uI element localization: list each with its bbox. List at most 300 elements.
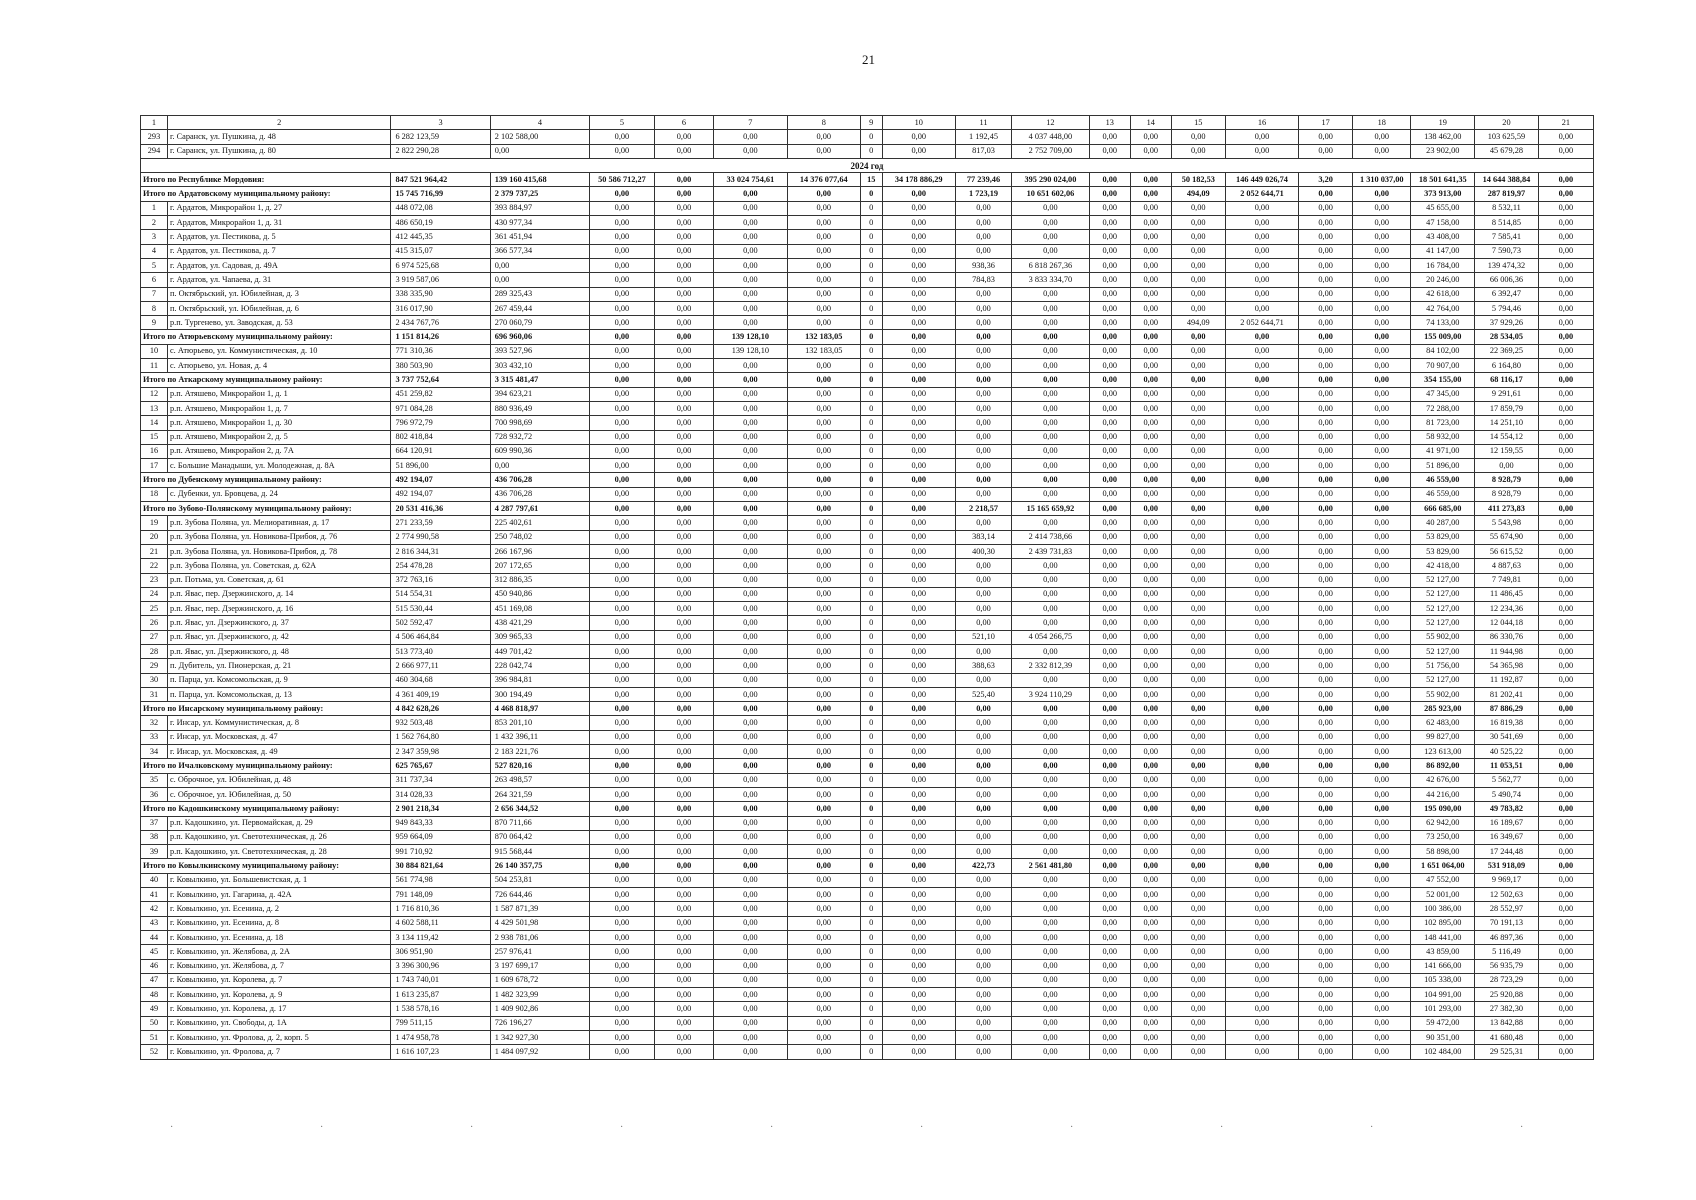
value-cell: 0,00	[1538, 673, 1593, 687]
value-cell: 2 938 781,06	[490, 930, 589, 944]
value-cell: 6 282 123,59	[391, 130, 490, 144]
value-cell: 0,00	[1171, 773, 1225, 787]
subtotal-cell: 0,00	[654, 802, 713, 816]
value-cell: 52 127,00	[1411, 644, 1475, 658]
subtotal-cell: 2 052 644,71	[1225, 187, 1298, 201]
subtotal-cell: 2 656 344,52	[490, 802, 589, 816]
subtotal-row	[141, 330, 1594, 344]
value-cell: 0,00	[1225, 244, 1298, 258]
value-cell: 3 919 587,06	[391, 273, 490, 287]
value-cell: 0,00	[1012, 401, 1090, 415]
row-number-cell: 41	[141, 888, 168, 902]
value-cell: 0,00	[590, 1002, 655, 1016]
subtotal-cell: 26 140 357,75	[490, 859, 589, 873]
value-cell: 0,00	[1089, 258, 1130, 272]
value-cell: 0,00	[787, 1002, 860, 1016]
value-cell: 0,00	[714, 959, 787, 973]
value-cell: 0,00	[1012, 244, 1090, 258]
value-cell: 0,00	[882, 773, 955, 787]
value-cell: 0,00	[955, 787, 1011, 801]
value-cell: 0,00	[955, 516, 1011, 530]
address-cell: р.п. Атяшево, Микрорайон 1, д. 1	[167, 387, 390, 401]
value-cell: 0,00	[714, 401, 787, 415]
value-cell: 0,00	[1171, 930, 1225, 944]
value-cell: 0,00	[882, 1016, 955, 1030]
subtotal-cell: 0	[860, 187, 882, 201]
value-cell: 0,00	[1089, 130, 1130, 144]
address-cell: г. Инсар, ул. Московская, д. 47	[167, 730, 390, 744]
value-cell: 0,00	[955, 416, 1011, 430]
address-cell: г. Ковылкино, ул. Есенина, д. 8	[167, 916, 390, 930]
value-cell: 0,00	[955, 773, 1011, 787]
value-cell: 0,00	[1089, 487, 1130, 501]
value-cell: 0,00	[1225, 873, 1298, 887]
value-cell: 0,00	[1353, 244, 1411, 258]
value-cell: 0,00	[1353, 659, 1411, 673]
value-cell: 0,00	[1171, 216, 1225, 230]
value-cell: 0,00	[1353, 387, 1411, 401]
value-cell: 0,00	[1353, 301, 1411, 315]
subtotal-cell: 0,00	[1353, 859, 1411, 873]
value-cell: 700 998,69	[490, 416, 589, 430]
column-number-7: 7	[714, 116, 787, 130]
value-cell: 0,00	[1089, 873, 1130, 887]
value-cell: 0,00	[787, 973, 860, 987]
value-cell: 0,00	[1089, 930, 1130, 944]
subtotal-cell: 0,00	[654, 859, 713, 873]
value-cell: 62 483,00	[1411, 716, 1475, 730]
address-cell: г. Ковылкино, ул. Есенина, д. 2	[167, 902, 390, 916]
value-cell: 0	[860, 602, 882, 616]
subtotal-cell: 0,00	[1353, 759, 1411, 773]
value-cell: 0	[860, 845, 882, 859]
table-row	[141, 573, 1594, 587]
value-cell: 84 102,00	[1411, 344, 1475, 358]
address-cell: п. Октябрьский, ул. Юбилейная, д. 6	[167, 301, 390, 315]
subtotal-label: Итого по Дубенскому муниципальному району:	[141, 473, 391, 487]
column-number-1: 1	[141, 116, 168, 130]
row-number-cell: 1	[141, 201, 168, 215]
value-cell: 0,00	[882, 787, 955, 801]
value-cell: 0,00	[1012, 916, 1090, 930]
value-cell: 0,00	[1089, 1031, 1130, 1045]
value-cell: 1 587 871,39	[490, 902, 589, 916]
value-cell: 0,00	[1353, 573, 1411, 587]
value-cell: 0,00	[1171, 616, 1225, 630]
value-cell: 0,00	[1299, 359, 1353, 373]
value-cell: 0,00	[955, 602, 1011, 616]
value-cell: 16 784,00	[1411, 258, 1475, 272]
value-cell: 0	[860, 830, 882, 844]
address-cell: с. Дубенки, ул. Бровцева, д. 24	[167, 487, 390, 501]
value-cell: 16 819,38	[1475, 716, 1539, 730]
value-cell: 44 216,00	[1411, 787, 1475, 801]
value-cell: 0,00	[1012, 430, 1090, 444]
value-cell: 0,00	[1299, 959, 1353, 973]
column-number-row	[141, 116, 1594, 130]
value-cell: 0,00	[1353, 273, 1411, 287]
subtotal-cell: 0,00	[1225, 502, 1298, 516]
value-cell: 0,00	[955, 459, 1011, 473]
value-cell: 0,00	[1353, 230, 1411, 244]
value-cell: 1 562 764,80	[391, 730, 490, 744]
value-cell: 52 127,00	[1411, 602, 1475, 616]
value-cell: 0,00	[1225, 888, 1298, 902]
value-cell: 0,00	[1130, 773, 1171, 787]
value-cell: 0	[860, 587, 882, 601]
value-cell: 0,00	[787, 787, 860, 801]
value-cell: 207 172,65	[490, 559, 589, 573]
value-cell: 0,00	[1225, 1002, 1298, 1016]
value-cell: 0,00	[1130, 673, 1171, 687]
value-cell: 1 192,45	[955, 130, 1011, 144]
value-cell: 0,00	[1089, 416, 1130, 430]
value-cell: 0,00	[1089, 845, 1130, 859]
subtotal-row	[141, 173, 1594, 187]
value-cell: 0	[860, 216, 882, 230]
value-cell: 0,00	[1089, 945, 1130, 959]
value-cell: 70 191,13	[1475, 916, 1539, 930]
value-cell: 0,00	[654, 916, 713, 930]
table-row	[141, 487, 1594, 501]
value-cell: 0,00	[1538, 516, 1593, 530]
value-cell: 0,00	[1299, 401, 1353, 415]
value-cell: 0,00	[882, 687, 955, 701]
value-cell: 2 434 767,76	[391, 316, 490, 330]
value-cell: 0,00	[1130, 602, 1171, 616]
subtotal-cell: 0,00	[882, 373, 955, 387]
value-cell: 0,00	[590, 416, 655, 430]
value-cell: 55 902,00	[1411, 630, 1475, 644]
value-cell: 0	[860, 1045, 882, 1059]
value-cell: 0,00	[1171, 516, 1225, 530]
value-cell: 303 432,10	[490, 359, 589, 373]
subtotal-cell: 0,00	[654, 702, 713, 716]
value-cell: 0,00	[1171, 444, 1225, 458]
value-cell: 0,00	[1353, 430, 1411, 444]
address-cell: р.п. Зубова Поляна, ул. Мелиоративная, д. 17	[167, 516, 390, 530]
table-row	[141, 873, 1594, 887]
value-cell: 0,00	[1130, 459, 1171, 473]
value-cell: 0,00	[1299, 787, 1353, 801]
subtotal-cell: 0,00	[955, 330, 1011, 344]
value-cell: 0,00	[787, 359, 860, 373]
row-number-cell: 25	[141, 602, 168, 616]
value-cell: 0	[860, 945, 882, 959]
value-cell: 0,00	[1299, 587, 1353, 601]
address-cell: г. Ардатов, Микрорайон 1, д. 27	[167, 201, 390, 215]
value-cell: 0,00	[654, 830, 713, 844]
value-cell: 51 896,00	[1411, 459, 1475, 473]
value-cell: 0,00	[1353, 816, 1411, 830]
value-cell: 0,00	[1299, 287, 1353, 301]
value-cell: 0,00	[714, 845, 787, 859]
value-cell: 0,00	[590, 888, 655, 902]
subtotal-cell: 139 128,10	[714, 330, 787, 344]
value-cell: 0,00	[654, 301, 713, 315]
value-cell: 728 932,72	[490, 430, 589, 444]
value-cell: 0,00	[1299, 988, 1353, 1002]
value-cell: 0,00	[1353, 787, 1411, 801]
value-cell: 59 472,00	[1411, 1016, 1475, 1030]
value-cell: 0,00	[654, 687, 713, 701]
value-cell: 7 590,73	[1475, 244, 1539, 258]
value-cell: 0,00	[654, 444, 713, 458]
value-cell: 0,00	[1538, 902, 1593, 916]
value-cell: 14 251,10	[1475, 416, 1539, 430]
subtotal-cell: 0,00	[654, 373, 713, 387]
value-cell: 0,00	[1130, 387, 1171, 401]
value-cell: 0,00	[787, 873, 860, 887]
value-cell: 47 552,00	[1411, 873, 1475, 887]
value-cell: 312 886,35	[490, 573, 589, 587]
value-cell: 0,00	[1012, 216, 1090, 230]
value-cell: 0,00	[1012, 616, 1090, 630]
table-row	[141, 1002, 1594, 1016]
subtotal-cell: 0,00	[1089, 187, 1130, 201]
value-cell: 0,00	[654, 201, 713, 215]
value-cell: 2 102 588,00	[490, 130, 589, 144]
address-cell: р.п. Атяшево, Микрорайон 1, д. 7	[167, 401, 390, 415]
value-cell: 0,00	[1225, 916, 1298, 930]
value-cell: 1 613 235,87	[391, 988, 490, 1002]
subtotal-cell: 0,00	[1353, 187, 1411, 201]
value-cell: 0,00	[1538, 130, 1593, 144]
value-cell: 0,00	[714, 644, 787, 658]
value-cell: 492 194,07	[391, 487, 490, 501]
value-cell: 0,00	[1012, 1002, 1090, 1016]
value-cell: 0,00	[714, 1002, 787, 1016]
value-cell: 0,00	[882, 630, 955, 644]
subtotal-cell: 0,00	[1299, 859, 1353, 873]
address-cell: г. Ковылкино, ул. Королева, д. 9	[167, 988, 390, 1002]
value-cell: 0,00	[1012, 287, 1090, 301]
value-cell: 0,00	[1353, 316, 1411, 330]
subtotal-cell: 0,00	[1130, 173, 1171, 187]
value-cell: 0,00	[654, 644, 713, 658]
value-cell: 0	[860, 816, 882, 830]
subtotal-cell: 0,00	[1012, 702, 1090, 716]
table-row	[141, 244, 1594, 258]
subtotal-cell: 0,00	[955, 373, 1011, 387]
value-cell: 0,00	[714, 916, 787, 930]
value-cell: 0,00	[1171, 258, 1225, 272]
value-cell: 0,00	[1299, 745, 1353, 759]
value-cell: 0,00	[654, 1031, 713, 1045]
value-cell: 0,00	[1299, 873, 1353, 887]
value-cell: 0,00	[1130, 787, 1171, 801]
value-cell: 0,00	[590, 573, 655, 587]
value-cell: 0,00	[1130, 216, 1171, 230]
value-cell: 0,00	[1353, 716, 1411, 730]
value-cell: 0	[860, 273, 882, 287]
value-cell: 0,00	[1171, 945, 1225, 959]
value-cell: 0,00	[1130, 730, 1171, 744]
value-cell: 0,00	[1353, 930, 1411, 944]
value-cell: 450 940,86	[490, 587, 589, 601]
value-cell: 0,00	[882, 316, 955, 330]
value-cell: 0,00	[1171, 687, 1225, 701]
value-cell: 0,00	[590, 273, 655, 287]
subtotal-cell: 0,00	[654, 330, 713, 344]
value-cell: 0,00	[1012, 416, 1090, 430]
value-cell: 0,00	[1171, 630, 1225, 644]
value-cell: 0,00	[1089, 459, 1130, 473]
value-cell: 400,30	[955, 544, 1011, 558]
subtotal-cell: 46 559,00	[1411, 473, 1475, 487]
value-cell: 9 969,17	[1475, 873, 1539, 887]
value-cell: 0,00	[955, 644, 1011, 658]
value-cell: 46 559,00	[1411, 487, 1475, 501]
value-cell: 0,00	[787, 216, 860, 230]
value-cell: 0,00	[1299, 644, 1353, 658]
value-cell: 0,00	[654, 873, 713, 887]
row-number-cell: 12	[141, 387, 168, 401]
value-cell: 561 774,98	[391, 873, 490, 887]
value-cell: 0,00	[1012, 888, 1090, 902]
address-cell: г. Ковылкино, ул. Есенина, д. 18	[167, 930, 390, 944]
value-cell: 0,00	[1130, 487, 1171, 501]
value-cell: 0,00	[654, 1045, 713, 1059]
address-cell: р.п. Кадошкино, ул. Светотехническая, д. 28	[167, 845, 390, 859]
value-cell: 0,00	[654, 1002, 713, 1016]
value-cell: 0,00	[1353, 530, 1411, 544]
value-cell: 0,00	[787, 659, 860, 673]
value-cell: 460 304,68	[391, 673, 490, 687]
value-cell: 0,00	[882, 673, 955, 687]
value-cell: 0,00	[1353, 845, 1411, 859]
address-cell: г. Ковылкино, ул. Королева, д. 7	[167, 973, 390, 987]
value-cell: 0,00	[882, 430, 955, 444]
subtotal-cell: 0,00	[714, 502, 787, 516]
value-cell: 11 486,45	[1475, 587, 1539, 601]
value-cell: 0,00	[590, 201, 655, 215]
value-cell: 726 644,46	[490, 888, 589, 902]
value-cell: 52 127,00	[1411, 616, 1475, 630]
value-cell: 0,00	[1538, 487, 1593, 501]
column-number-4: 4	[490, 116, 589, 130]
table-row	[141, 716, 1594, 730]
subtotal-cell: 0,00	[590, 187, 655, 201]
value-cell: 0,00	[654, 716, 713, 730]
value-cell: 0,00	[1353, 287, 1411, 301]
value-cell: 4 037 448,00	[1012, 130, 1090, 144]
value-cell: 0,00	[1171, 830, 1225, 844]
address-cell: р.п. Явас, пер. Дзержинского, д. 14	[167, 587, 390, 601]
value-cell: 0,00	[955, 1016, 1011, 1030]
table-row	[141, 401, 1594, 415]
value-cell: 56 615,52	[1475, 544, 1539, 558]
value-cell: 0,00	[955, 573, 1011, 587]
table-row	[141, 630, 1594, 644]
value-cell: 0,00	[590, 630, 655, 644]
value-cell: 0,00	[714, 888, 787, 902]
row-number-cell: 50	[141, 1016, 168, 1030]
value-cell: 0,00	[1171, 201, 1225, 215]
value-cell: 2 183 221,76	[490, 745, 589, 759]
value-cell: 0,00	[1225, 559, 1298, 573]
value-cell: 0,00	[787, 945, 860, 959]
value-cell: 0,00	[955, 287, 1011, 301]
value-cell: 0,00	[787, 716, 860, 730]
address-cell: с. Оброчное, ул. Юбилейная, д. 48	[167, 773, 390, 787]
subtotal-cell: 0,00	[1299, 759, 1353, 773]
row-number-cell: 40	[141, 873, 168, 887]
value-cell: 0,00	[590, 902, 655, 916]
value-cell: 0,00	[1171, 301, 1225, 315]
subtotal-cell: 0,00	[1299, 802, 1353, 816]
value-cell: 0,00	[1130, 930, 1171, 944]
column-number-21: 21	[1538, 116, 1593, 130]
value-cell: 0,00	[882, 273, 955, 287]
value-cell: 0,00	[1538, 316, 1593, 330]
value-cell: 0,00	[1299, 630, 1353, 644]
value-cell: 0,00	[654, 273, 713, 287]
value-cell: 12 044,18	[1475, 616, 1539, 630]
value-cell: 0,00	[882, 573, 955, 587]
value-cell: 0,00	[1538, 659, 1593, 673]
value-cell: 0,00	[1130, 1045, 1171, 1059]
address-cell: г. Ковылкино, ул. Большевистская, д. 1	[167, 873, 390, 887]
value-cell: 0,00	[955, 973, 1011, 987]
value-cell: 0,00	[1299, 1016, 1353, 1030]
row-number-cell: 44	[141, 930, 168, 944]
value-cell: 0,00	[1299, 816, 1353, 830]
value-cell: 361 451,94	[490, 230, 589, 244]
value-cell: 0,00	[882, 602, 955, 616]
value-cell: 0,00	[654, 587, 713, 601]
row-number-cell: 6	[141, 273, 168, 287]
value-cell: 20 246,00	[1411, 273, 1475, 287]
value-cell: 0,00	[1353, 1016, 1411, 1030]
subtotal-cell: 0,00	[1353, 473, 1411, 487]
value-cell: 1 409 902,86	[490, 1002, 589, 1016]
value-cell: 0,00	[714, 973, 787, 987]
subtotal-cell: 0,00	[1225, 802, 1298, 816]
value-cell: 0,00	[654, 973, 713, 987]
value-cell: 0,00	[787, 444, 860, 458]
row-number-cell: 13	[141, 401, 168, 415]
table-row	[141, 230, 1594, 244]
value-cell: 0,00	[1538, 773, 1593, 787]
table-row	[141, 988, 1594, 1002]
subtotal-cell: 0,00	[1353, 702, 1411, 716]
subtotal-cell: 696 960,06	[490, 330, 589, 344]
subtotal-cell: 0,00	[1353, 330, 1411, 344]
value-cell: 0,00	[654, 745, 713, 759]
value-cell: 0,00	[590, 316, 655, 330]
value-cell: 12 234,36	[1475, 602, 1539, 616]
value-cell: 73 250,00	[1411, 830, 1475, 844]
subtotal-cell: 0,00	[882, 473, 955, 487]
row-number-cell: 36	[141, 787, 168, 801]
subtotal-cell: 0,00	[882, 502, 955, 516]
column-number-13: 13	[1089, 116, 1130, 130]
subtotal-cell: 0,00	[654, 173, 713, 187]
value-cell: 2 052 644,71	[1225, 316, 1298, 330]
table-row	[141, 659, 1594, 673]
row-number-cell: 4	[141, 244, 168, 258]
value-cell: 0,00	[1171, 902, 1225, 916]
value-cell: 449 701,42	[490, 644, 589, 658]
address-cell: р.п. Явас, ул. Дзержинского, д. 37	[167, 616, 390, 630]
subtotal-cell: 0	[860, 859, 882, 873]
value-cell: 0,00	[654, 316, 713, 330]
subtotal-cell: 77 239,46	[955, 173, 1011, 187]
value-cell: 971 084,28	[391, 401, 490, 415]
value-cell: 0,00	[1012, 830, 1090, 844]
value-cell: 254 478,28	[391, 559, 490, 573]
